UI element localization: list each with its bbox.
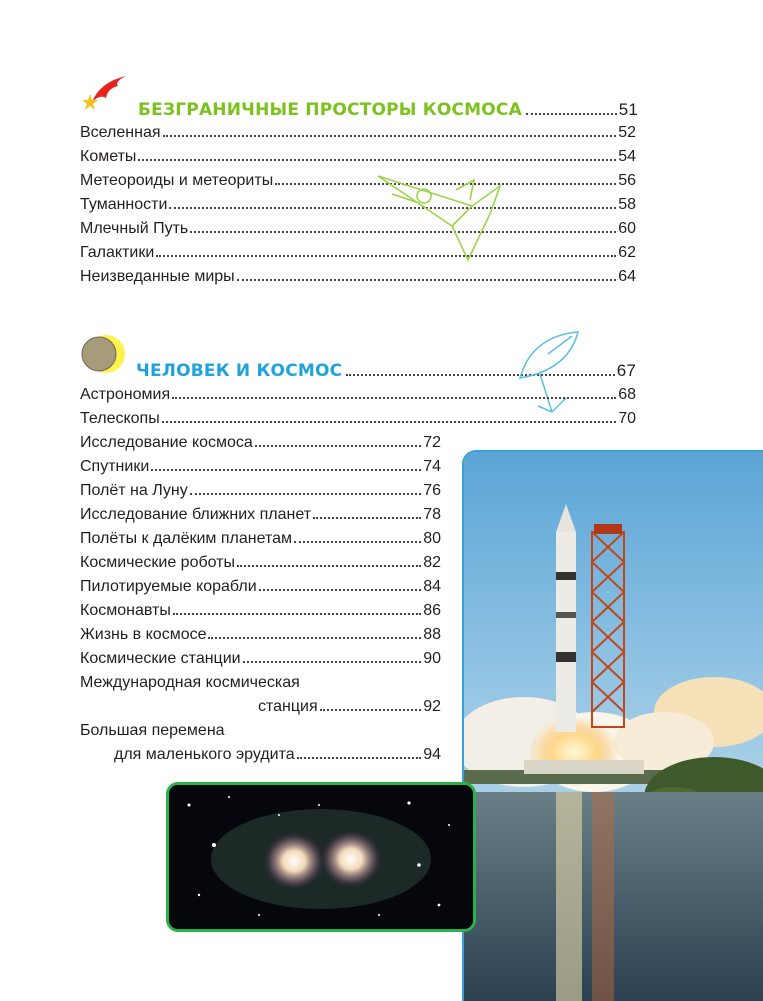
dot-leader	[190, 492, 421, 495]
entry-label: Кометы	[80, 148, 137, 165]
toc-entry[interactable]	[80, 550, 441, 572]
entry-label: Млечный Путь	[80, 220, 189, 237]
page-number: 60	[618, 220, 636, 237]
page-number: 72	[423, 434, 441, 451]
page-number: 86	[423, 602, 441, 619]
toc-entry[interactable]	[80, 406, 636, 428]
page-number: 74	[423, 458, 441, 475]
dot-leader	[172, 396, 616, 399]
entry-label: Туманности	[80, 196, 168, 213]
moon-icon	[78, 333, 130, 375]
dot-leader	[259, 588, 422, 591]
page-number: 67	[616, 361, 636, 380]
page-number: 76	[423, 482, 441, 499]
toc-entry[interactable]	[80, 526, 441, 548]
dot-leader	[138, 158, 616, 161]
dot-leader	[162, 420, 616, 423]
toc-entry[interactable]	[80, 454, 441, 476]
page-number: 51	[618, 100, 638, 119]
page-number: 70	[618, 410, 636, 427]
toc-entry[interactable]	[80, 646, 441, 668]
entry-label: для маленького эрудита	[114, 746, 295, 763]
entry-label: Космические роботы	[80, 554, 236, 571]
entry-label: Полёты к далёким планетам	[80, 530, 292, 547]
toc-entry[interactable]	[80, 240, 636, 262]
dot-leader	[208, 636, 421, 639]
dot-leader	[297, 756, 422, 759]
toc-entry[interactable]	[80, 382, 636, 404]
page-number: 90	[423, 650, 441, 667]
dot-leader	[320, 708, 422, 711]
entry-label: Неизведанные миры	[80, 268, 235, 285]
toc-entry[interactable]	[80, 598, 441, 620]
page-number: 56	[618, 172, 636, 189]
entry-label: Спутники	[80, 458, 150, 475]
page-number: 80	[423, 530, 441, 547]
dot-leader	[173, 612, 421, 615]
toc-entry[interactable]	[80, 430, 441, 452]
toc-entry[interactable]	[80, 622, 441, 644]
dot-leader	[151, 468, 421, 471]
section-title: ЧЕЛОВЕК И КОСМОС	[136, 361, 343, 381]
satellite-dish-icon	[512, 326, 592, 418]
rocket-launch-photo	[462, 450, 763, 1001]
entry-label: Метеороиды и метеориты	[80, 172, 274, 189]
entry-label: Полёт на Луну	[80, 482, 188, 499]
page-number: 92	[423, 698, 441, 715]
entry-label: Вселенная	[80, 124, 161, 141]
rocket-outline-icon	[372, 166, 512, 262]
section-title: БЕЗГРАНИЧНЫЕ ПРОСТОРЫ КОСМОСА	[138, 100, 522, 120]
page-number: 94	[423, 746, 441, 763]
entry-label: Космонавты	[80, 602, 171, 619]
toc-entry[interactable]	[80, 144, 636, 166]
dot-leader	[294, 540, 421, 543]
entry-label: Астрономия	[80, 386, 171, 403]
entry-label: Исследование ближних планет	[80, 506, 312, 523]
dot-leader	[237, 278, 617, 281]
toc-entry[interactable]	[80, 478, 441, 500]
toc-entry[interactable]	[80, 742, 441, 764]
entry-label: Пилотируемые корабли	[80, 578, 257, 595]
dot-leader	[526, 112, 617, 115]
rocket-launch-illustration	[464, 452, 763, 1001]
page-number: 68	[618, 386, 636, 403]
entry-label: Космические станции	[80, 650, 241, 667]
dot-leader	[255, 444, 421, 447]
page-number: 88	[423, 626, 441, 643]
page-number: 52	[618, 124, 636, 141]
toc-entry[interactable]	[80, 264, 636, 286]
dot-leader	[163, 134, 617, 137]
page-number: 78	[423, 506, 441, 523]
section-heading-space[interactable]	[138, 94, 638, 120]
entry-label: Жизнь в космосе	[80, 626, 207, 643]
entry-label: Исследование космоса	[80, 434, 253, 451]
toc-entry-line1[interactable]: Международная космическая	[80, 674, 300, 691]
toc-entry[interactable]	[80, 216, 636, 238]
dot-leader	[313, 516, 421, 519]
page-number: 54	[618, 148, 636, 165]
toc-entry-line1[interactable]: Большая перемена	[80, 722, 225, 739]
page-number: 84	[423, 578, 441, 595]
page-number: 64	[618, 268, 636, 285]
page-number: 62	[618, 244, 636, 261]
comet-icon	[78, 72, 138, 118]
toc-entry[interactable]	[80, 694, 441, 716]
entry-label: Телескопы	[80, 410, 160, 427]
toc-entry[interactable]	[80, 168, 636, 190]
entry-label: Галактики	[80, 244, 155, 261]
page-number: 58	[618, 196, 636, 213]
toc-entry[interactable]	[80, 574, 441, 596]
dot-leader	[243, 660, 422, 663]
nebula-photo	[166, 782, 476, 932]
nebula-illustration	[169, 785, 473, 929]
toc-entry[interactable]	[80, 192, 636, 214]
toc-entry[interactable]	[80, 120, 636, 142]
toc-entry[interactable]	[80, 502, 441, 524]
dot-leader	[237, 564, 421, 567]
page-number: 82	[423, 554, 441, 571]
entry-label: станция	[258, 698, 318, 715]
